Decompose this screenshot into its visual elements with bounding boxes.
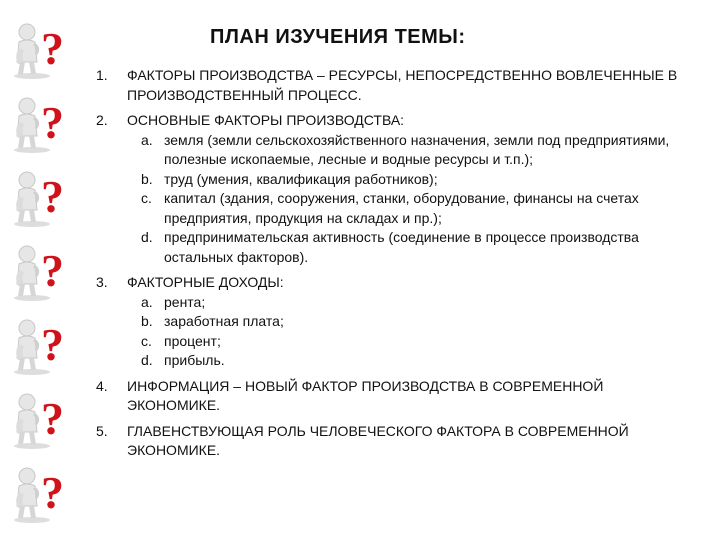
svg-text:?: ?	[41, 393, 64, 444]
item-number: 4.	[96, 377, 108, 394]
sub-item-letter: c.	[141, 332, 152, 349]
question-person-icon	[6, 388, 70, 450]
item-text: ФАКТОРЫ ПРОИЗВОДСТВА – РЕСУРСЫ, НЕПОСРЕДСТВЕННО ВОВЛЕЧЕННЫЕ В ПРОИЗВОДСТВЕННЫЙ ПРОЦЕСС.	[127, 67, 678, 103]
item-text: ОСНОВНЫЕ ФАКТОРЫ ПРОИЗВОДСТВА:	[127, 112, 405, 128]
list-item	[96, 273, 696, 293]
item-text: ФАКТОРНЫЕ ДОХОДЫ:	[127, 274, 284, 290]
question-person-icon	[6, 314, 70, 376]
sub-item-text: предпринимательская активность (соединение в процессе производства остальных факторов).	[164, 229, 639, 265]
sub-item	[96, 170, 696, 190]
sub-item	[96, 332, 696, 352]
item-text: ИНФОРМАЦИЯ – НОВЫЙ ФАКТОР ПРОИЗВОДСТВА В СОВРЕМЕННОЙ ЭКОНОМИКЕ.	[127, 377, 604, 413]
svg-text:?: ?	[41, 319, 64, 370]
svg-text:?: ?	[41, 467, 64, 518]
sub-item-text: процент;	[164, 332, 221, 349]
sub-item	[96, 293, 696, 313]
sub-item-text: труд (умения, квалификация работников);	[164, 170, 438, 187]
list-item	[96, 422, 696, 461]
svg-text:?: ?	[41, 23, 64, 74]
sub-item-text: заработная плата;	[164, 313, 284, 329]
sub-item-letter: d.	[141, 229, 153, 245]
list-item	[96, 66, 696, 105]
item-number: 1.	[96, 67, 108, 83]
question-person-icon	[6, 240, 70, 302]
svg-text:?: ?	[41, 171, 64, 222]
question-person-icon	[6, 18, 70, 80]
sub-item-letter: b.	[141, 313, 153, 329]
sub-item-letter: d.	[141, 352, 153, 368]
list-item	[96, 377, 696, 416]
sub-item-letter: b.	[141, 170, 153, 187]
sub-item-text: прибыль.	[164, 352, 225, 368]
item-text: ГЛАВЕНСТВУЮЩАЯ РОЛЬ ЧЕЛОВЕЧЕСКОГО ФАКТОРА В СОВРЕМЕННОЙ ЭКОНОМИКЕ.	[127, 422, 629, 458]
sub-item	[96, 131, 696, 170]
question-person-icon	[6, 92, 70, 154]
sub-item	[96, 189, 696, 228]
sub-item	[96, 351, 696, 371]
list-item	[96, 111, 696, 131]
item-number: 2.	[96, 112, 108, 128]
question-person-icon	[6, 166, 70, 228]
svg-text:?: ?	[41, 97, 64, 148]
sub-item-text: рента;	[164, 293, 206, 310]
sub-item-text: капитал (здания, сооружения, станки, оборудование, финансы на счетах предприятия, продукция на складах и пр.);	[164, 190, 639, 226]
page-title: ПЛАН ИЗУЧЕНИЯ ТЕМЫ:	[210, 26, 466, 48]
svg-text:?: ?	[41, 245, 64, 296]
item-number: 3.	[96, 274, 108, 290]
sub-item-text: земля (земли сельскохозяйственного назначения, земли под предприятиями, полезные ископаемые, лесные и водные ресурсы и т.п.);	[164, 131, 670, 167]
question-person-icon	[6, 462, 70, 524]
sub-item	[96, 228, 696, 267]
item-number: 5.	[96, 422, 108, 439]
sub-item-letter: c.	[141, 190, 152, 206]
icon-column	[6, 18, 72, 528]
topic-plan-list	[96, 66, 696, 461]
sub-item-letter: a.	[141, 131, 153, 148]
sub-item-letter: a.	[141, 293, 153, 310]
sub-item	[96, 312, 696, 332]
